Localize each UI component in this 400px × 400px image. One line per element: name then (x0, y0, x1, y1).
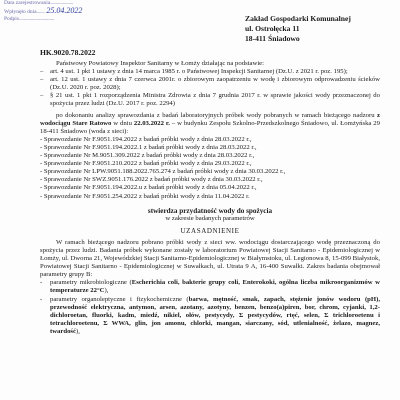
report-item: - Sprawozdanie Nr F.9051.254.2022 z badań próbki wody z dnia 11.04.2022 r. (40, 192, 250, 200)
parameter-item: - parametry mikrobiologiczne (Escherichia coli, bakterie grupy coli, Enterokoki, ogólna liczba mikroorganizmów w temperaturze 22°C), (40, 279, 380, 295)
stamp-label-received: Wpłynęło dnia (4, 9, 37, 15)
analysis-paragraph: po dokonaniu analizy sprawozdania z badań laboratoryjnych próbek wody pobranych w ramach bieżącego nadzoru z wodociągu Stare Ratowo w dniu 22.03.2022 r. – w budynku Zespołu Szkolno-Przedszkolnego Śniadowo, ul. Łomżyńska 29 18-411 Śniadowo (woda z sieci): (40, 111, 380, 135)
conclusion-scope: w zakresie badanych parametrów (165, 214, 255, 222)
reference-number: HK.9020.78.2022 (40, 48, 96, 57)
conclusion-block (40, 207, 380, 223)
stamp-label-signature: Podpis (4, 16, 19, 22)
document-body (40, 60, 380, 336)
report-item: - Sprawozdanie Nr SWZ.9051.176.2022 z badań próbki wody z dnia 30.03.2022 r., (40, 176, 263, 184)
stamp-dots: ........................................ (18, 16, 54, 22)
legal-basis-item: – art. 4 ust. 1 pkt 1 ustawy z dnia 14 marca 1985 r. o Państwowej Inspekcji Sanitarnej (Dz.U. z 2021 r. poz. 195); (40, 68, 348, 76)
report-item: - Sprawozdanie Nr F.9051.210.2022 z badań próbki wody z dnia 29.03.2022 r., (40, 160, 252, 168)
stamp-dots: ......... (36, 9, 45, 15)
report-item: - Sprawozdanie Nr LPW.9051.188.2022.765.274 z badań próbki wody z dnia 30.03.2022 r., (40, 168, 286, 176)
conclusion-statement: stwierdza przydatność wody do spożycia (147, 206, 273, 215)
report-item: - Sprawozdanie Nr F.9051.194.2022 z badań próbki wody z dnia 28.03.2022 r., (40, 135, 252, 143)
sampling-date: 22.03.2022 r. (133, 119, 170, 127)
report-item: - Sprawozdanie Nr M.9051.309.2022 z badań próbki wody z dnia 28.03.2022 r., (40, 152, 255, 160)
legal-basis-item: – § 21 ust. 1 pkt 1 rozporządzenia Ministra Zdrowia z dnia 7 grudnia 2017 r. w sprawie jakości wody przeznaczonej do spożycia przez ludzi (Dz.U. 2017 r. poz. 2294) (40, 92, 380, 108)
parameter-list (40, 279, 380, 336)
report-item: - Sprawozdanie Nr F.9051.194.2022.u z badań próbki wody z dnia 05.04.2022 r., (40, 184, 257, 192)
stamp-dots: .......................... (50, 0, 74, 6)
parameter-item: - parametry organoleptyczne i fizykochemiczne (barwa, mętność, smak, zapach, stężenie jonów wodoru (pH), przewodność elektryczna, antymon, arsen, azotany, azotyny, benzen, benzo(a)piren, bor, chrom, cyjanki, 1,2-dichloroetan, fluorki, kadm, miedź, nikiel, ołów, pestycydy, Σ pestycydów, rtęć, selen, Σ trichloroetenu i tetrachloroetenu, Σ WWA, glin, jon amonu, chlorki, mangan, siarczany, sód, utlenialność, żelazo, magnez, twardość), (40, 295, 380, 335)
stamp-label-registration: Data zarejestrowania (4, 0, 51, 6)
legal-basis-item: – art. 12 ust. 1 ustawy z dnia 7 czerwca 2001r. o zbiorowym zaopatrzeniu w wodę i zbiorowym odprowadzeniu ścieków (Dz.U. 2020 r. poz. 2028); (40, 76, 380, 92)
water-source: z wodociągu Stare Ratowo (40, 111, 380, 127)
addressee-name: Zakład Gospodarki Komunalnej (245, 14, 351, 23)
report-item: - Sprawozdanie Nr F.9051.194.2022.1 z badań próbki wody z dnia 28.03.2022 r., (40, 143, 257, 151)
justification-paragraph: W ramach bieżącego nadzoru pobrano próbki wody z sieci ww. wodociągu dostarczającego wodę przeznaczoną do spożycia przez ludzi. Badania próbek wykonane zostały w laboratorium Powiatowej Stacji Sanitarno - Epidemiologicznej w Łomży, ul. Dworna 21, Wojewódzkiej Stacji Sanitarno-Epidemiologicznej w Białymstoku, ul. Legionowa 8, 15-099 Białystok, Powiatowej Stacji Sanitarno - Epidemiologicznej w Suwałkach, ul. Utrata 9 A, 16-400 Suwałki. Zakres badania obejmował parametry grupy B: (40, 238, 380, 279)
addressee-street: ul. Ostrołęcka 11 (245, 24, 300, 33)
justification-heading: UZASADNIENIE (180, 226, 240, 235)
addressee-block (245, 14, 351, 44)
legal-basis-list (40, 68, 380, 108)
intro-paragraph: Państwowy Powiatowy Inspektor Sanitarny w Łomży działając na podstawie: (56, 60, 265, 67)
registration-stamp (4, 0, 154, 22)
addressee-city: 18-411 Śniadowo (245, 34, 300, 43)
stamp-received-date: 25.04.2022 (46, 6, 83, 15)
report-list (40, 136, 380, 201)
